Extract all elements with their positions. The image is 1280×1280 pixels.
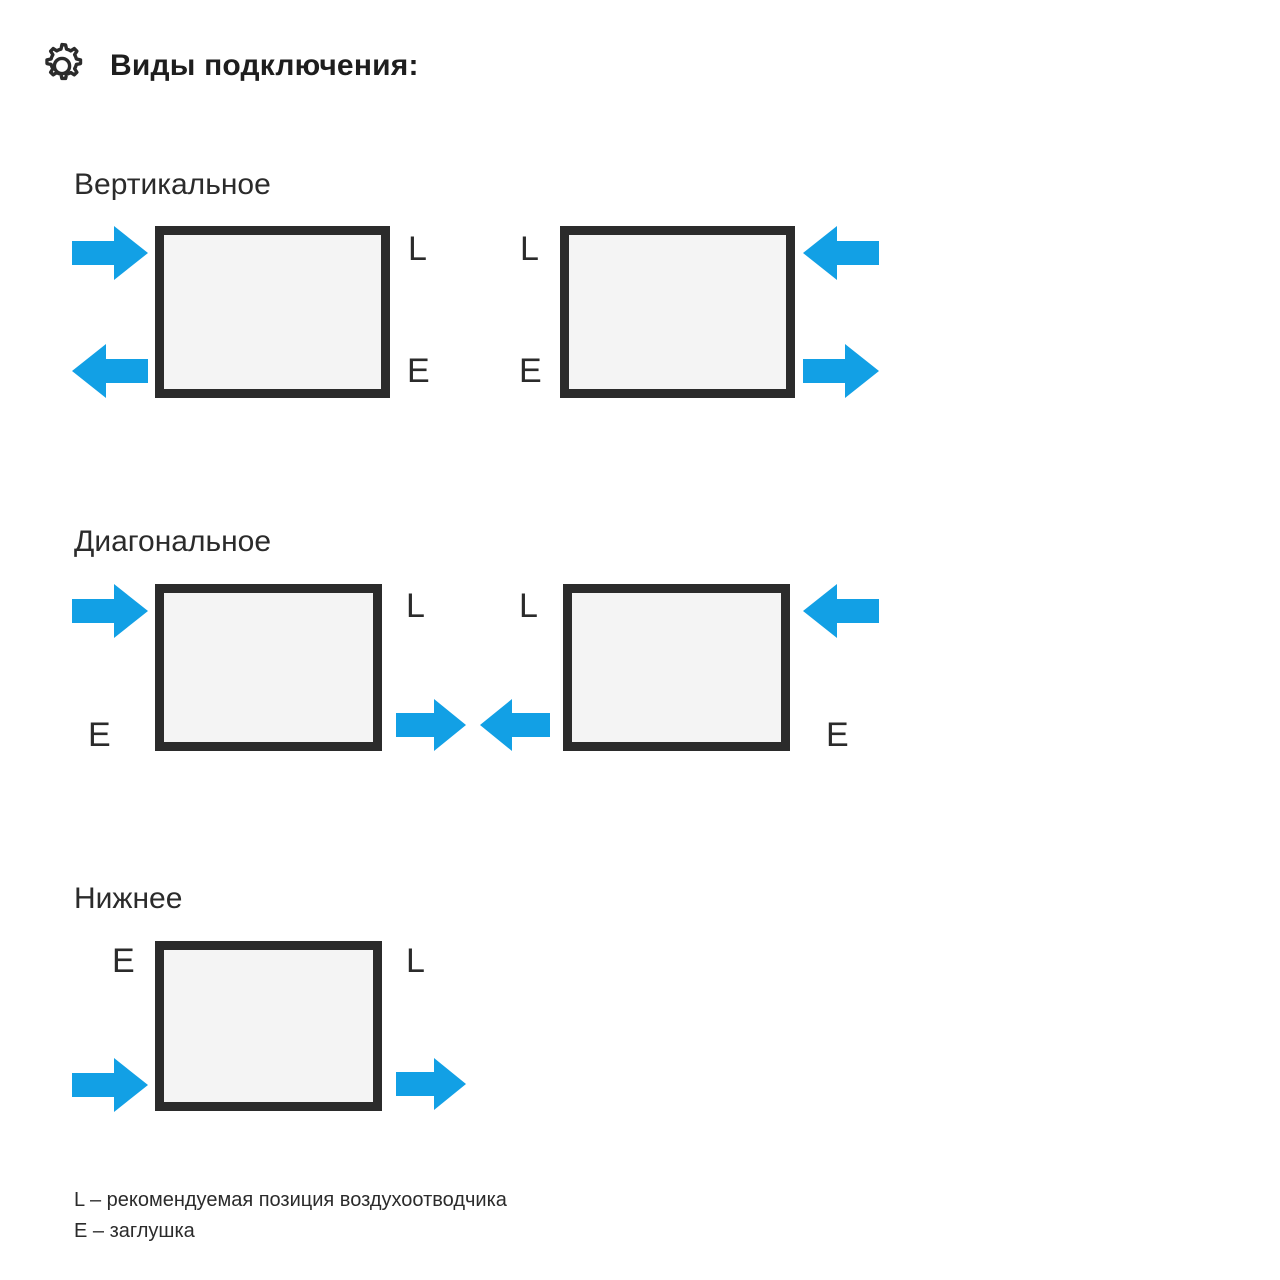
label-vertical-left-top: L bbox=[408, 230, 427, 268]
label-vertical-right-bottom: E bbox=[519, 352, 542, 390]
radiator-bottom-single bbox=[155, 941, 382, 1111]
radiator-diagonal-left bbox=[155, 584, 382, 751]
page-header bbox=[36, 40, 419, 92]
legend-item-l: L – рекомендуемая позиция воздухоотводчика bbox=[74, 1189, 507, 1211]
legend-item-e: E – заглушка bbox=[74, 1220, 195, 1242]
label-diagonal-left-bottom: E bbox=[88, 716, 111, 754]
label-diagonal-right-bottom: E bbox=[826, 716, 849, 754]
label-vertical-left-bottom: E bbox=[407, 352, 430, 390]
arrow-vertical-left-top-right bbox=[72, 226, 148, 280]
page-title: Виды подключения: bbox=[110, 49, 419, 82]
label-diagonal-left-top: L bbox=[406, 587, 425, 625]
arrow-vertical-right-top-left bbox=[803, 226, 879, 280]
arrow-diagonal-left-bottom-right bbox=[396, 699, 466, 751]
radiator-vertical-right bbox=[560, 226, 795, 398]
label-diagonal-right-top: L bbox=[519, 587, 538, 625]
label-vertical-right-top: L bbox=[520, 230, 539, 268]
label-bottom-top-left: E bbox=[112, 942, 135, 980]
arrow-bottom-left-right bbox=[72, 1058, 148, 1112]
radiator-diagonal-right bbox=[563, 584, 790, 751]
arrow-vertical-left-bottom-left bbox=[72, 344, 148, 398]
legend bbox=[74, 1185, 507, 1247]
section-title-vertical: Вертикальное bbox=[74, 168, 271, 201]
section-title-bottom: Нижнее bbox=[74, 882, 183, 915]
arrow-bottom-right-right bbox=[396, 1058, 466, 1110]
radiator-vertical-left bbox=[155, 226, 390, 398]
arrow-diagonal-right-bottom-left bbox=[480, 699, 550, 751]
arrow-diagonal-right-top-left bbox=[803, 584, 879, 638]
arrow-vertical-right-bottom-right bbox=[803, 344, 879, 398]
arrow-diagonal-left-top-right bbox=[72, 584, 148, 638]
section-title-diagonal: Диагональное bbox=[74, 525, 272, 558]
gear-icon bbox=[36, 40, 88, 92]
label-bottom-top-right: L bbox=[406, 942, 425, 980]
